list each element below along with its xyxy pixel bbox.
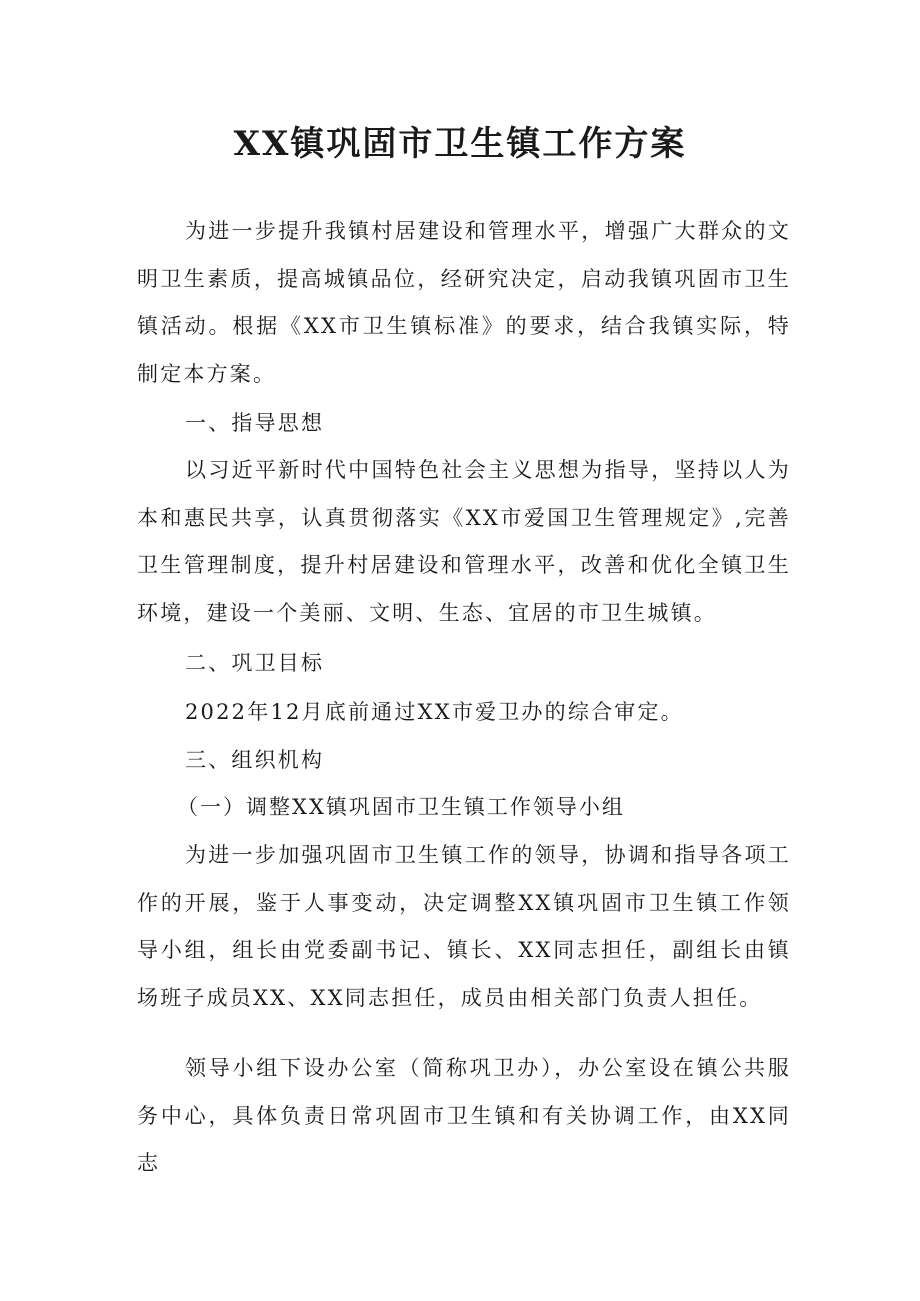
intro-paragraph: 为进一步提升我镇村居建设和管理水平，增强广大群众的文明卫生素质，提高城镇品位，经研究决定，启动我镇巩固市卫生镇活动。根据《XX市卫生镇标准》的要求，结合我镇实际，特制定本方案。 xyxy=(137,219,791,386)
section-heading-target: 二、巩卫目标 xyxy=(185,651,325,675)
document-title: XX镇巩固市卫生镇工作方案 xyxy=(233,124,687,164)
guiding-ideology-paragraph: 以习近平新时代中国特色社会主义思想为指导，坚持以人为本和惠民共享，认真贯彻落实《XX市爱国卫生管理规定》,完善卫生管理制度，提升村居建设和管理水平，改善和优化全镇卫生环境，建设一个美丽、文明、生态、宜居的市卫生城镇。 xyxy=(137,458,791,625)
subsection-heading-leading-group: （一）调整XX镇巩固市卫生镇工作领导小组 xyxy=(177,795,625,819)
office-paragraph: 领导小组下设办公室（简称巩卫办），办公室设在镇公共服务中心，具体负责日常巩固市卫生镇和有关协调工作，由XX同志 xyxy=(137,1056,791,1176)
section-heading-organization: 三、组织机构 xyxy=(185,748,325,772)
organization-paragraph: 为进一步加强巩固市卫生镇工作的领导，协调和指导各项工作的开展，鉴于人事变动，决定调整XX镇巩固市卫生镇工作领导小组，组长由党委副书记、镇长、XX同志担任，副组长由镇场班子成员XX、XX同志担任，成员由相关部门负责人担任。 xyxy=(137,843,791,1010)
target-paragraph: 2022年12月底前通过XX市爱卫办的综合审定。 xyxy=(185,700,684,724)
section-heading-guiding-ideology: 一、指导思想 xyxy=(185,411,325,435)
